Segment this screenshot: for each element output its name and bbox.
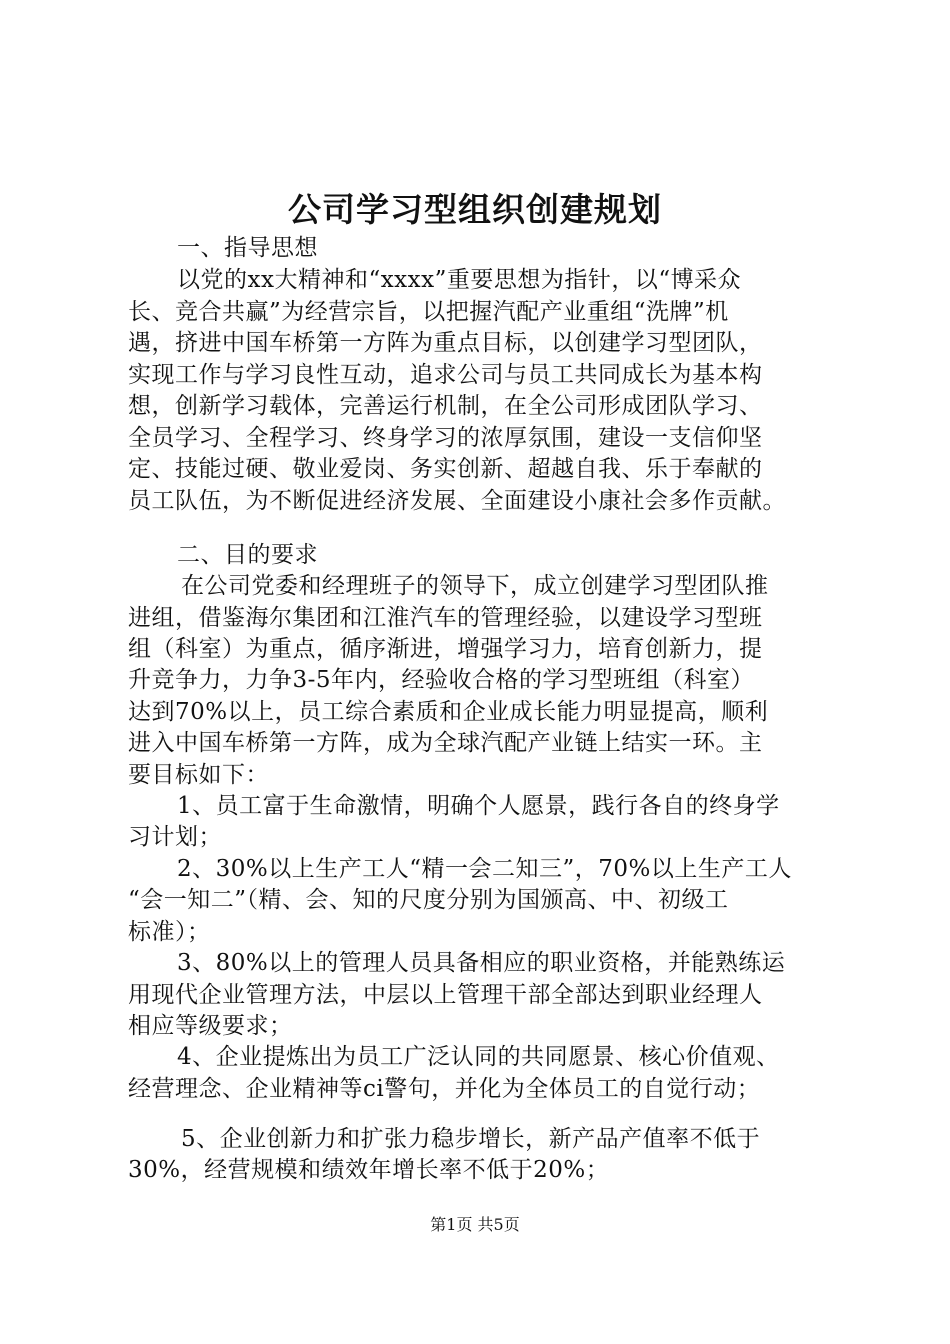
list-item-line: 标准）； [128, 919, 211, 945]
paragraph-line: 要目标如下： [128, 762, 269, 788]
document-title: 公司学习型组织创建规划 [288, 190, 662, 229]
list-item-line: “会一知二”（精、会、知的尺度分别为国颁高、中、初级工 [128, 887, 729, 913]
paragraph-line: 长、竞合共赢”为经营宗旨，以把握汽配产业重组“洗牌”机 [128, 299, 729, 325]
list-item-line: 1、员工富于生命激情，明确个人愿景，践行各自的终身学 [177, 793, 780, 819]
paragraph-line: 实现工作与学习良性互动，追求公司与员工共同成长为基本构 [128, 362, 763, 388]
list-item-line: 30%，经营规模和绩效年增长率不低于20%； [128, 1157, 610, 1183]
list-item-line: 3、80%以上的管理人员具备相应的职业资格，并能熟练运 [177, 950, 786, 976]
paragraph-line: 定、技能过硬、敬业爱岗、务实创新、超越自我、乐于奉献的 [128, 456, 763, 482]
section-heading: 一、指导思想 [177, 235, 318, 261]
list-item-line: 2、30%以上生产工人“精一会二知三”，70%以上生产工人 [177, 856, 792, 882]
list-item-line: 5、企业创新力和扩张力稳步增长，新产品产值率不低于 [181, 1126, 761, 1152]
list-item-line: 相应等级要求； [128, 1013, 293, 1039]
paragraph-line: 组（科室）为重点，循序渐进，增强学习力，培育创新力，提 [128, 636, 763, 662]
list-item-line: 经营理念、企业精神等ci警句，并化为全体员工的自觉行动； [128, 1076, 761, 1102]
paragraph-line: 想，创新学习载体，完善运行机制，在全公司形成团队学习、 [128, 393, 763, 419]
list-item-line: 习计划； [128, 824, 222, 850]
list-item-line: 4、企业提炼出为员工广泛认同的共同愿景、核心价值观、 [177, 1044, 780, 1070]
paragraph-line: 以党的xx大精神和“xxxx”重要思想为指针，以“博采众 [177, 267, 742, 293]
paragraph-line: 全员学习、全程学习、终身学习的浓厚氛围，建设一支信仰坚 [128, 425, 763, 451]
paragraph-line: 在公司党委和经理班子的领导下，成立创建学习型团队推 [181, 573, 769, 599]
paragraph-line: 进组，借鉴海尔集团和江淮汽车的管理经验，以建设学习型班 [128, 605, 763, 631]
paragraph-line: 达到70%以上，员工综合素质和企业成长能力明显提高，顺利 [128, 699, 769, 725]
list-item-line: 用现代企业管理方法，中层以上管理干部全部达到职业经理人 [128, 982, 763, 1008]
paragraph-line: 遇，挤进中国车桥第一方阵为重点目标，以创建学习型团队， [128, 330, 763, 356]
paragraph-line: 员工队伍，为不断促进经济发展、全面建设小康社会多作贡献。 [128, 488, 786, 514]
paragraph-line: 升竞争力，力争3-5年内，经验收合格的学习型班组（科室） [128, 667, 755, 693]
page-number: 第1页 共5页 [430, 1215, 520, 1234]
paragraph-line: 进入中国车桥第一方阵，成为全球汽配产业链上结实一环。主 [128, 730, 763, 756]
section-heading: 二、目的要求 [177, 542, 318, 568]
